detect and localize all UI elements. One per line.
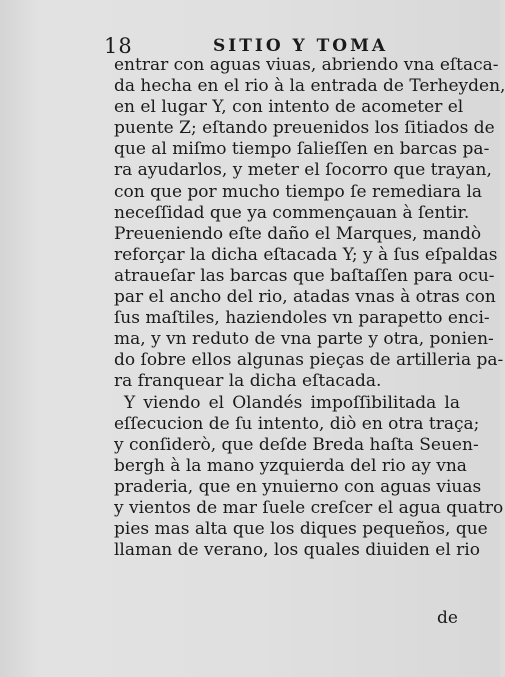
text-line: atraueſar las barcas que baſtaſſen para ocu-: [114, 265, 495, 286]
text-line: reforçar la dicha eſtacada Y; y à ſus eſpaldas: [114, 244, 498, 265]
text-line: ra ayudarlos, y meter el ſocorro que trayan,: [114, 160, 492, 181]
text-line: ma, y vn reduto de vna parte y otra, ponien-: [114, 329, 494, 350]
text-line: eſſecucion de ſu intento, diò en otra traça;: [114, 413, 480, 434]
text-line: llaman de verano, los quales diuiden el rio: [114, 540, 480, 561]
text-line: do ſobre ellos algunas pieças de artilleria pa-: [114, 350, 504, 371]
body-text: [114, 55, 505, 561]
text-line: par el ancho del rio, atadas vnas à otras con: [114, 287, 496, 308]
text-line: Y viendo el Olandés impoſſibilitada la: [124, 392, 460, 413]
text-line: da hecha en el rio à la entrada de Terheyden,: [114, 76, 505, 97]
text-line: neceſſidad que ya commençauan à ſentir.: [114, 202, 470, 223]
text-line: en el lugar Y, con intento de acometer el: [114, 97, 464, 118]
text-line: praderia, que en ynuierno con aguas viuas: [114, 476, 482, 497]
text-line: ſus maſtiles, haziendoles vn parapetto enci-: [114, 308, 490, 329]
text-line: puente Z; eſtando preuenidos los ſitiados de: [114, 118, 495, 139]
text-line: entrar con aguas viuas, abriendo vna eſtaca-: [114, 55, 499, 75]
text-line: y conſiderò, que deſde Breda haſta Seuen-: [114, 434, 479, 455]
text-line: Preueniendo eſte daño el Marques, mandò: [114, 223, 482, 244]
text-line: bergh à la mano yzquierda del rio ay vna: [114, 455, 467, 476]
text-line: ra franquear la dicha eſtacada.: [114, 371, 382, 392]
running-head: SITIO Y TOMA: [213, 36, 389, 56]
text-line: y vientos de mar ſuele creſcer el agua quatro: [114, 497, 504, 518]
text-line: con que por mucho tiempo ſe remediara la: [114, 181, 483, 202]
text-line: que al miſmo tiempo ſalieſſen en barcas pa-: [114, 139, 490, 160]
catchword: de: [437, 608, 458, 628]
page-number: 18: [104, 34, 133, 58]
text-line: pies mas alta que los diques pequeños, que: [114, 519, 488, 540]
